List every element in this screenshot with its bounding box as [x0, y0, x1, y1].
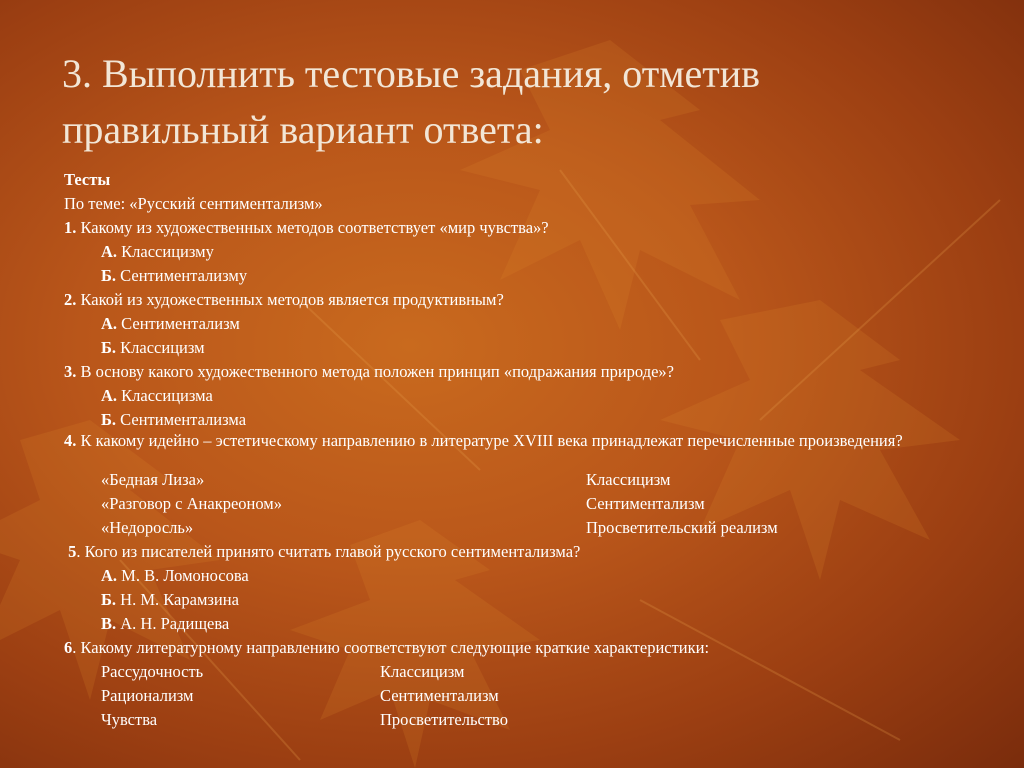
question-2: 2. Какой из художественных методов является продуктивным? — [64, 290, 504, 309]
slide-title: 3. Выполнить тестовые задания, отметив правильный вариант ответа: — [62, 51, 761, 152]
q6-row-2: Рационализм Сентиментализм — [101, 686, 499, 705]
q4-row-3: «Недоросль» Просветительский реализм — [101, 518, 778, 537]
q2-option-b: Б. Классицизм — [101, 338, 205, 357]
q4-row-1: «Бедная Лиза» Классицизм — [101, 470, 671, 489]
q4-row-2: «Разговор с Анакреоном» Сентиментализм — [101, 494, 705, 513]
q1-option-b: Б. Сентиментализму — [101, 266, 248, 285]
test-content — [64, 168, 984, 732]
question-6: 6. Какому литературному направлению соответствуют следующие краткие характеристики: — [64, 638, 710, 657]
question-4: 4. К какому идейно – эстетическому направлению в литературе XVIII века принадлежат перечисленные произведения? — [64, 431, 903, 450]
q3-option-a: А. Классицизма — [101, 386, 213, 405]
q6-row-3: Чувства Просветительство — [101, 710, 508, 729]
q3-option-b: Б. Сентиментализма — [101, 410, 247, 429]
q6-row-1: Рассудочность Классицизм — [101, 662, 465, 681]
q2-option-a: А. Сентиментализм — [101, 314, 240, 333]
q5-option-a: А. М. В. Ломоносова — [101, 566, 249, 585]
q1-option-a: А. Классицизму — [101, 242, 214, 261]
q5-option-b: Б. Н. М. Карамзина — [101, 590, 239, 609]
question-5: 5. Кого из писателей принято считать главой русского сентиментализма? — [68, 542, 581, 561]
tests-heading: Тесты — [64, 170, 111, 189]
q5-option-c: В. А. Н. Радищева — [101, 614, 230, 633]
question-1: 1. Какому из художественных методов соответствует «мир чувства»? — [64, 218, 549, 237]
topic-line: По теме: «Русский сентиментализм» — [64, 194, 323, 213]
question-3: 3. В основу какого художественного метода положен принцип «подражания природе»? — [64, 362, 675, 381]
